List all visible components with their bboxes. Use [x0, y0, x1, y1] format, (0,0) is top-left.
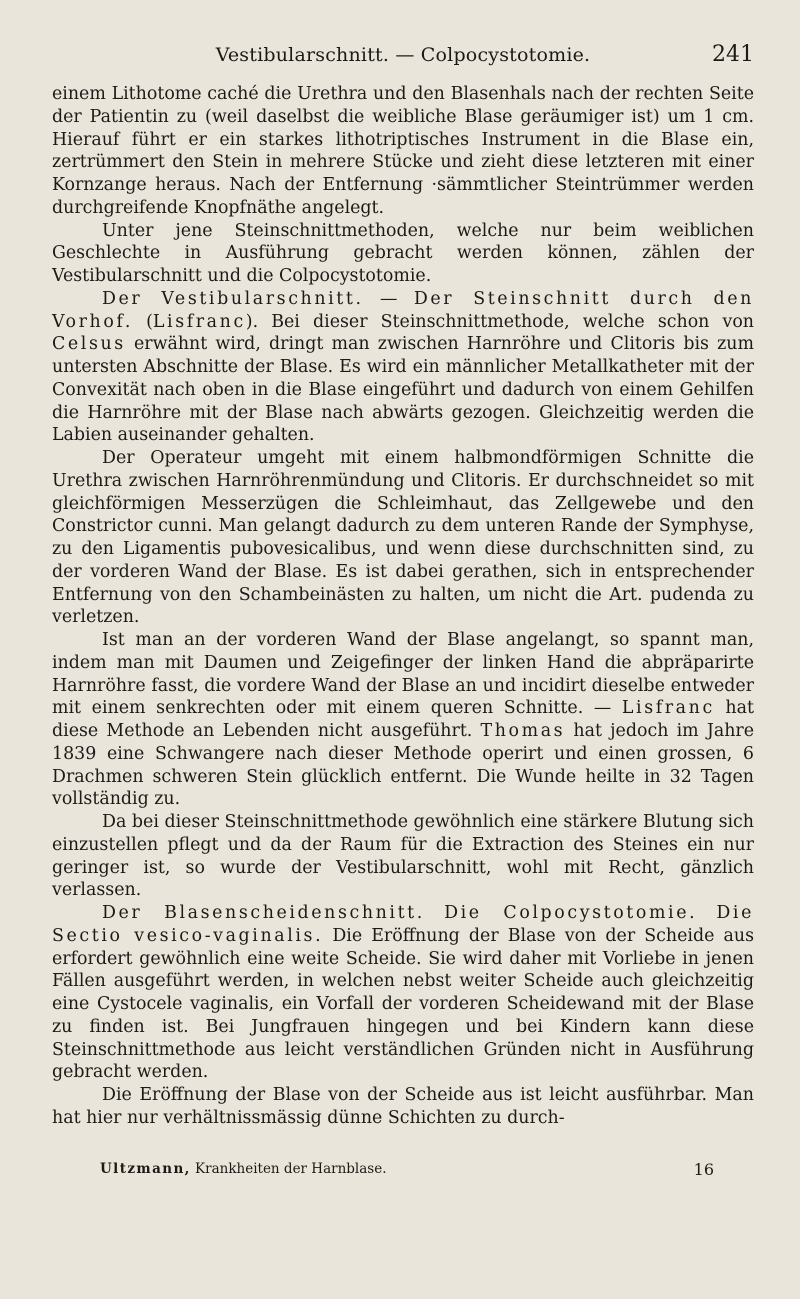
paragraph-2: Unter jene Steinschnittmethoden, welche nur beim weiblichen Geschlechte in Ausführung gebracht werden können, zählen der Vestibularschnitt und die Colpocystotomie.: [52, 220, 754, 286]
section-heading-vestibularschnitt: Der Vestibularschnitt.: [102, 288, 364, 309]
text-run: Die Eröffnung der Blase von der Scheide aus erfordert gewöhnlich eine weite Scheide. Sie wird daher mit Vorliebe in jenen Fällen ausgeführt werden, in welchen nebst weiter Scheide auch gleichzeitig eine Cystocele vaginalis, ein Vorfall der vorderen Scheidewand mit der Blase zu finden ist. Bei Jungfrauen hingegen und bei Kindern kann diese Steinschnittmethode aus leicht verständlichen Gründen nicht in Ausführung gebracht werden.: [52, 925, 754, 1083]
section-heading-blasenscheidenschnitt: Der Blasenscheidenschnitt.: [102, 903, 425, 923]
paragraph-7: [52, 902, 754, 1084]
page-header: [52, 44, 754, 72]
person-name-celsus: Celsus: [52, 334, 126, 355]
text-run: erwähnt wird, dringt man zwischen Harnröhre und Clitoris bis zum untersten Abschnitte der Blase. Es wird ein männlicher Metallkatheter mit der Convexität nach oben in die Blase eingeführt und dadurch von einem Gehilfen die Harnröhre mit der Blase nach abwärts gezogen. Gleichzeitig werden die Labien auseinander gehalten.: [52, 334, 754, 446]
footer-book-title: Krankheiten der Harnblase.: [190, 1161, 387, 1177]
paragraph-1: einem Lithotome caché die Urethra und den Blasenhals nach der rechten Seite der Patientin zu (weil daselbst die weibliche Blase geräumiger ist) um 1 cm. Hierauf führt er ein starkes lithotriptisches Instrument in die Blase ein, zertrümmert den Stein in mehrere Stücke und zieht diese letzteren mit einer Kornzange heraus. Nach der Entfernung ·sämmtlicher Steintrümmer werden durchgreifende Knopfnäthe angelegt.: [52, 84, 754, 218]
text-run: Ist man an der vorderen Wand der Blase angelangt, so spannt man, indem man mit Daumen und Zeigefinger der linken Hand die abpräparirte Harnröhre fasst, die vordere Wand der Blase an und incidirt dieselbe entweder mit einem senkrechten oder mit einem queren Schnitte. —: [52, 630, 754, 719]
text-run: hat jedoch im Jahre 1839 eine Schwangere nach dieser Methode operirt und einen grossen, 6 Drachmen schweren Stein glücklich entfernt. Die Wunde heilte in 32 Tagen vollständig zu.: [52, 721, 755, 810]
footer-author: Ultzmann,: [100, 1161, 191, 1177]
text-run: hat diese Methode an Lebenden nicht ausgeführt.: [52, 698, 754, 741]
section-subheading-sectio: Die Sectio vesico-vaginalis.: [52, 903, 754, 946]
paragraph-8: Die Eröffnung der Blase von der Scheide aus ist leicht ausführbar. Man hat hier nur verhältnissmässig dünne Schichten zu durch-: [52, 1085, 754, 1128]
text-run: (: [132, 311, 153, 332]
paragraph-3: [52, 288, 754, 447]
person-name-lisfranc: Lisfranc: [152, 311, 246, 332]
dash: —: [363, 288, 414, 309]
signature-mark: 16: [693, 1160, 714, 1179]
page-footer: [100, 1161, 714, 1183]
page-number: 241: [712, 42, 754, 67]
person-name-lisfranc: Lisfranc: [621, 698, 715, 719]
person-name-thomas: Thomas: [480, 721, 566, 741]
running-head: Vestibularschnitt. — Colpocystotomie.: [215, 44, 591, 66]
section-subheading-steinschnitt: Der Steinschnitt durch den Vorhof.: [52, 288, 754, 332]
paragraph-4: Der Operateur umgeht mit einem halbmondförmigen Schnitte die Urethra zwischen Harnröhrenmündung und Clitoris. Er durchschneidet so mit gleichförmigen Messerzügen die Schleimhaut, das Zellgewebe und den Constrictor cunni. Man gelangt dadurch zu dem unteren Rande der Symphyse, zu den Ligamentis pubovesicalibus, und wenn diese durchschnitten sind, zu der vorderen Wand der Blase. Es ist dabei gerathen, sich in entsprechender Entfernung von den Schambeinästen zu halten, um nicht die Art. pudenda zu verletzen.: [52, 448, 754, 628]
text-run: ). Bei dieser Steinschnittmethode, welche schon von: [245, 311, 754, 332]
paragraph-5: [52, 629, 754, 811]
paragraph-6: Da bei dieser Steinschnittmethode gewöhnlich eine stärkere Blutung sich einzustellen pflegt und da der Raum für die Extraction des Steines ein nur geringer ist, so wurde der Vestibularschnitt, wohl mit Recht, gänzlich verlassen.: [52, 812, 754, 901]
body-text: [52, 83, 754, 1130]
section-subheading-colpocystotomie: Die Colpocystotomie.: [444, 903, 698, 923]
